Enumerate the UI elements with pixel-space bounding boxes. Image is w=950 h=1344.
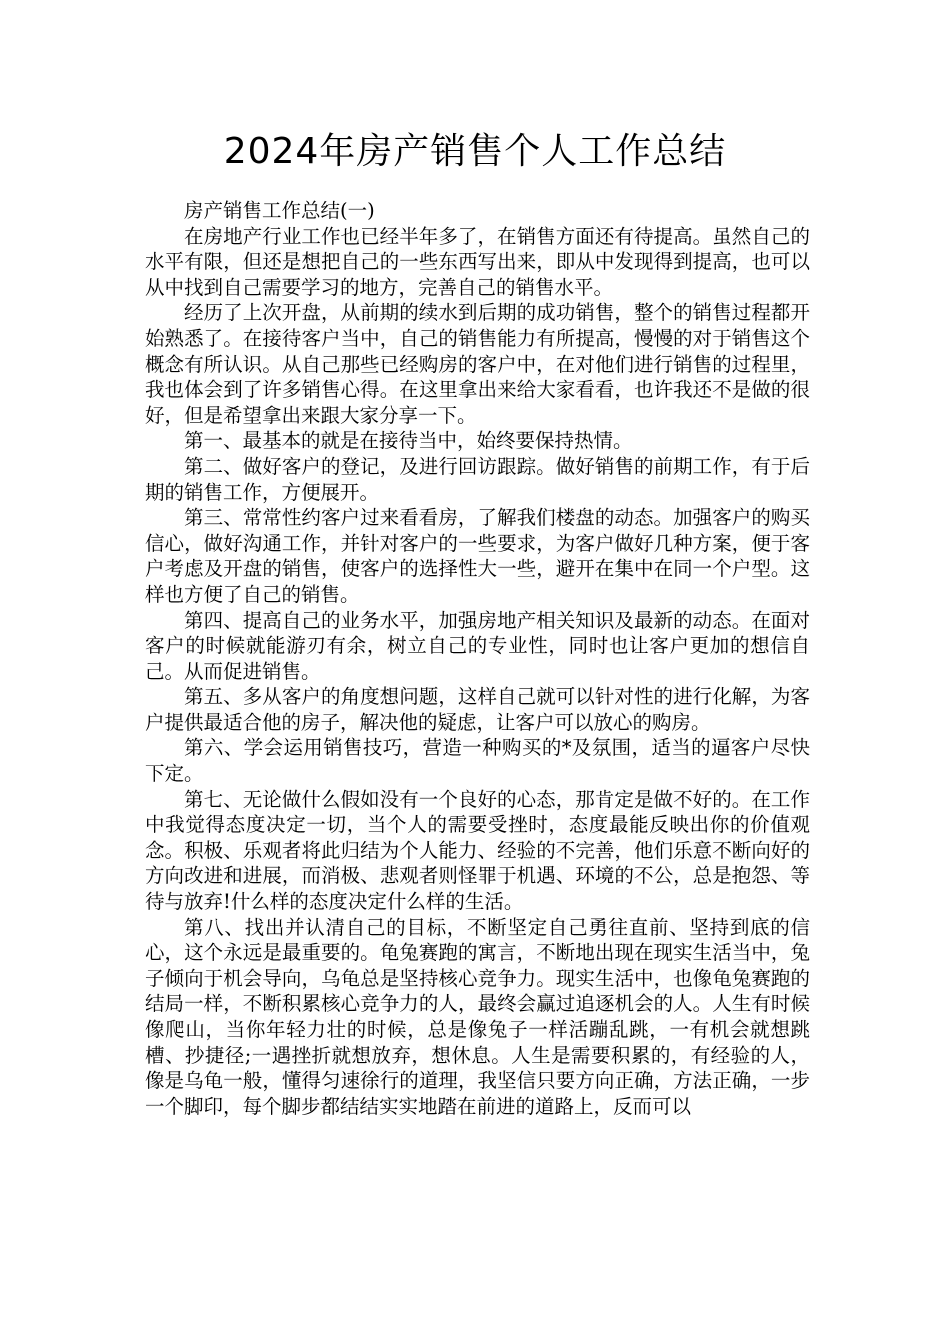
document-body [145, 198, 810, 1119]
paragraph: 经历了上次开盘，从前期的续水到后期的成功销售，整个的销售过程都开始熟悉了。在接待客户当中，自己的销售能力有所提高，慢慢的对于销售这个概念有所认识。从自己那些已经购房的客户中，在对他们进行销售的过程里，我也体会到了许多销售心得。在这里拿出来给大家看看，也许我还不是做的很好，但是希望拿出来跟大家分享一下。 [145, 301, 810, 427]
paragraph: 第二、做好客户的登记，及进行回访跟踪。做好销售的前期工作，有于后期的销售工作，方便展开。 [145, 454, 810, 504]
paragraph: 第八、找出并认清自己的目标，不断坚定自己勇往直前、坚持到底的信心，这个永远是最重要的。龟兔赛跑的寓言，不断地出现在现实生活当中，兔子倾向于机会导向，乌龟总是坚持核心竞争力。现实生活中，也像龟兔赛跑的结局一样，不断积累核心竞争力的人，最终会赢过追逐机会的人。人生有时候像爬山，当你年轻力壮的时候，总是像兔子一样活蹦乱跳，一有机会就想跳槽、抄捷径;一遇挫折就想放弃，想休息。人生是需要积累的，有经验的人，像是乌龟一般，懂得匀速徐行的道理，我坚信只要方向正确，方法正确，一步一个脚印，每个脚步都结结实实地踏在前进的道路上，反而可以 [145, 915, 810, 1118]
paragraph: 第五、多从客户的角度想问题，这样自己就可以针对性的进行化解，为客户提供最适合他的房子，解决他的疑虑，让客户可以放心的购房。 [145, 685, 810, 734]
paragraph: 第三、常常性约客户过来看看房，了解我们楼盘的动态。加强客户的购买信心，做好沟通工作，并针对客户的一些要求，为客户做好几种方案，便于客户考虑及开盘的销售，使客户的选择性大一些，避开在集中在同一个户型。这样也方便了自己的销售。 [145, 506, 810, 606]
paragraph: 第四、提高自己的业务水平，加强房地产相关知识及最新的动态。在面对客户的时候就能游刃有余，树立自己的专业性，同时也让客户更加的想信自己。从而促进销售。 [145, 608, 810, 683]
paragraph: 第七、无论做什么假如没有一个良好的心态，那肯定是做不好的。在工作中我觉得态度决定一切，当个人的需要受挫时，态度最能反映出你的价值观念。积极、乐观者将此归结为个人能力、经验的不完善，他们乐意不断向好的方向改进和进展，而消极、悲观者则怪罪于机遇、环境的不公，总是抱怨、等待与放弃!什么样的态度决定什么样的生活。 [145, 787, 810, 914]
document-title: 2024年房产销售个人工作总结 [223, 131, 727, 172]
paragraph: 在房地产行业工作也已经半年多了，在销售方面还有待提高。虽然自己的水平有限，但还是想把自己的一些东西写出来，即从中发现得到提高，也可以从中找到自己需要学习的地方，完善自己的销售水平。 [145, 224, 810, 299]
paragraph: 第一、最基本的就是在接待当中，始终要保持热情。 [184, 429, 633, 453]
section-subtitle: 房产销售工作总结(一) [184, 199, 375, 222]
paragraph: 第六、学会运用销售技巧，营造一种购买的*及氛围，适当的逼客户尽快下定。 [145, 736, 810, 786]
